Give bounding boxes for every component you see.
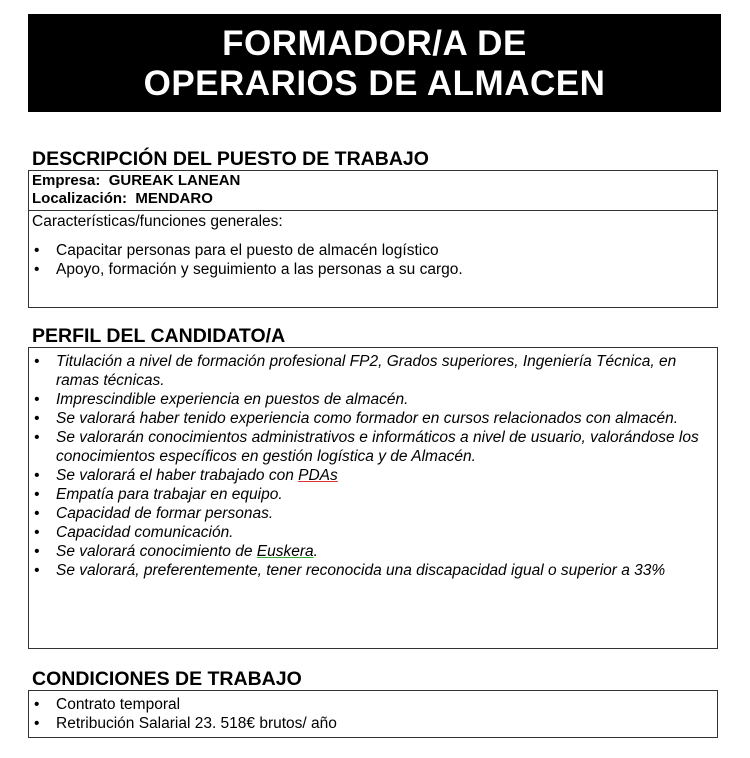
job-title-banner [28,14,721,112]
list-item [29,466,717,485]
list-item: • Retribución Salarial 23. 518€ brutos/ año [29,714,717,733]
euskera-suffix: . [313,543,318,560]
list-item: • Titulación a nivel de formación profesional FP2, Grados superiores, Ingeniería Técnica, en ramas técnicas. [29,352,717,390]
section-title-condiciones: CONDICIONES DE TRABAJO [32,668,302,690]
empresa-value: GUREAK LANEAN [108,172,241,189]
perfil-list [29,352,717,580]
localizacion-row [29,190,717,208]
euskera-term: Euskera [256,543,314,560]
localizacion-value: MENDARO [135,190,213,207]
condiciones-box [28,690,718,738]
pdas-prefix: Se valorará el haber trabajado con [56,467,299,484]
list-item: • Capacidad comunicación. [29,523,717,542]
section-title-descripcion: DESCRIPCIÓN DEL PUESTO DE TRABAJO [32,148,429,170]
list-item: • Imprescindible experiencia en puestos de almacén. [29,390,717,409]
list-item [29,542,717,561]
empresa-row [29,171,717,190]
descripcion-box [28,170,718,308]
list-item: • Se valorará haber tenido experiencia como formador en cursos relacionados con almacén. [29,409,717,428]
list-item: • Se valorarán conocimientos administrativos e informáticos a nivel de usuario, valorándose los conocimientos específicos en gestión logística y de Almacén. [29,428,717,466]
perfil-box [28,347,718,649]
pdas-term: PDAs [298,467,338,484]
list-item: • Se valorará, preferentemente, tener reconocida una discapacidad igual o superior a 33% [29,561,717,580]
section-title-perfil: PERFIL DEL CANDIDATO/A [32,325,286,347]
list-item: • Capacitar personas para el puesto de almacén logístico [29,241,717,260]
list-item: • Capacidad de formar personas. [29,504,717,523]
localizacion-label: Localización: [32,190,128,207]
euskera-prefix: Se valorará conocimiento de [56,543,257,560]
job-title-line-1: FORMADOR/A DE [222,24,527,63]
job-title-line-2: OPERARIOS DE ALMACEN [143,64,606,103]
caracteristicas-label: Características/funciones generales: [32,213,283,230]
condiciones-list [29,695,717,733]
list-item: • Apoyo, formación y seguimiento a las personas a su cargo. [29,260,717,279]
list-item: • Empatía para trabajar en equipo. [29,485,717,504]
funciones-list [29,241,717,279]
list-item: • Contrato temporal [29,695,717,714]
empresa-label: Empresa: [32,172,101,189]
